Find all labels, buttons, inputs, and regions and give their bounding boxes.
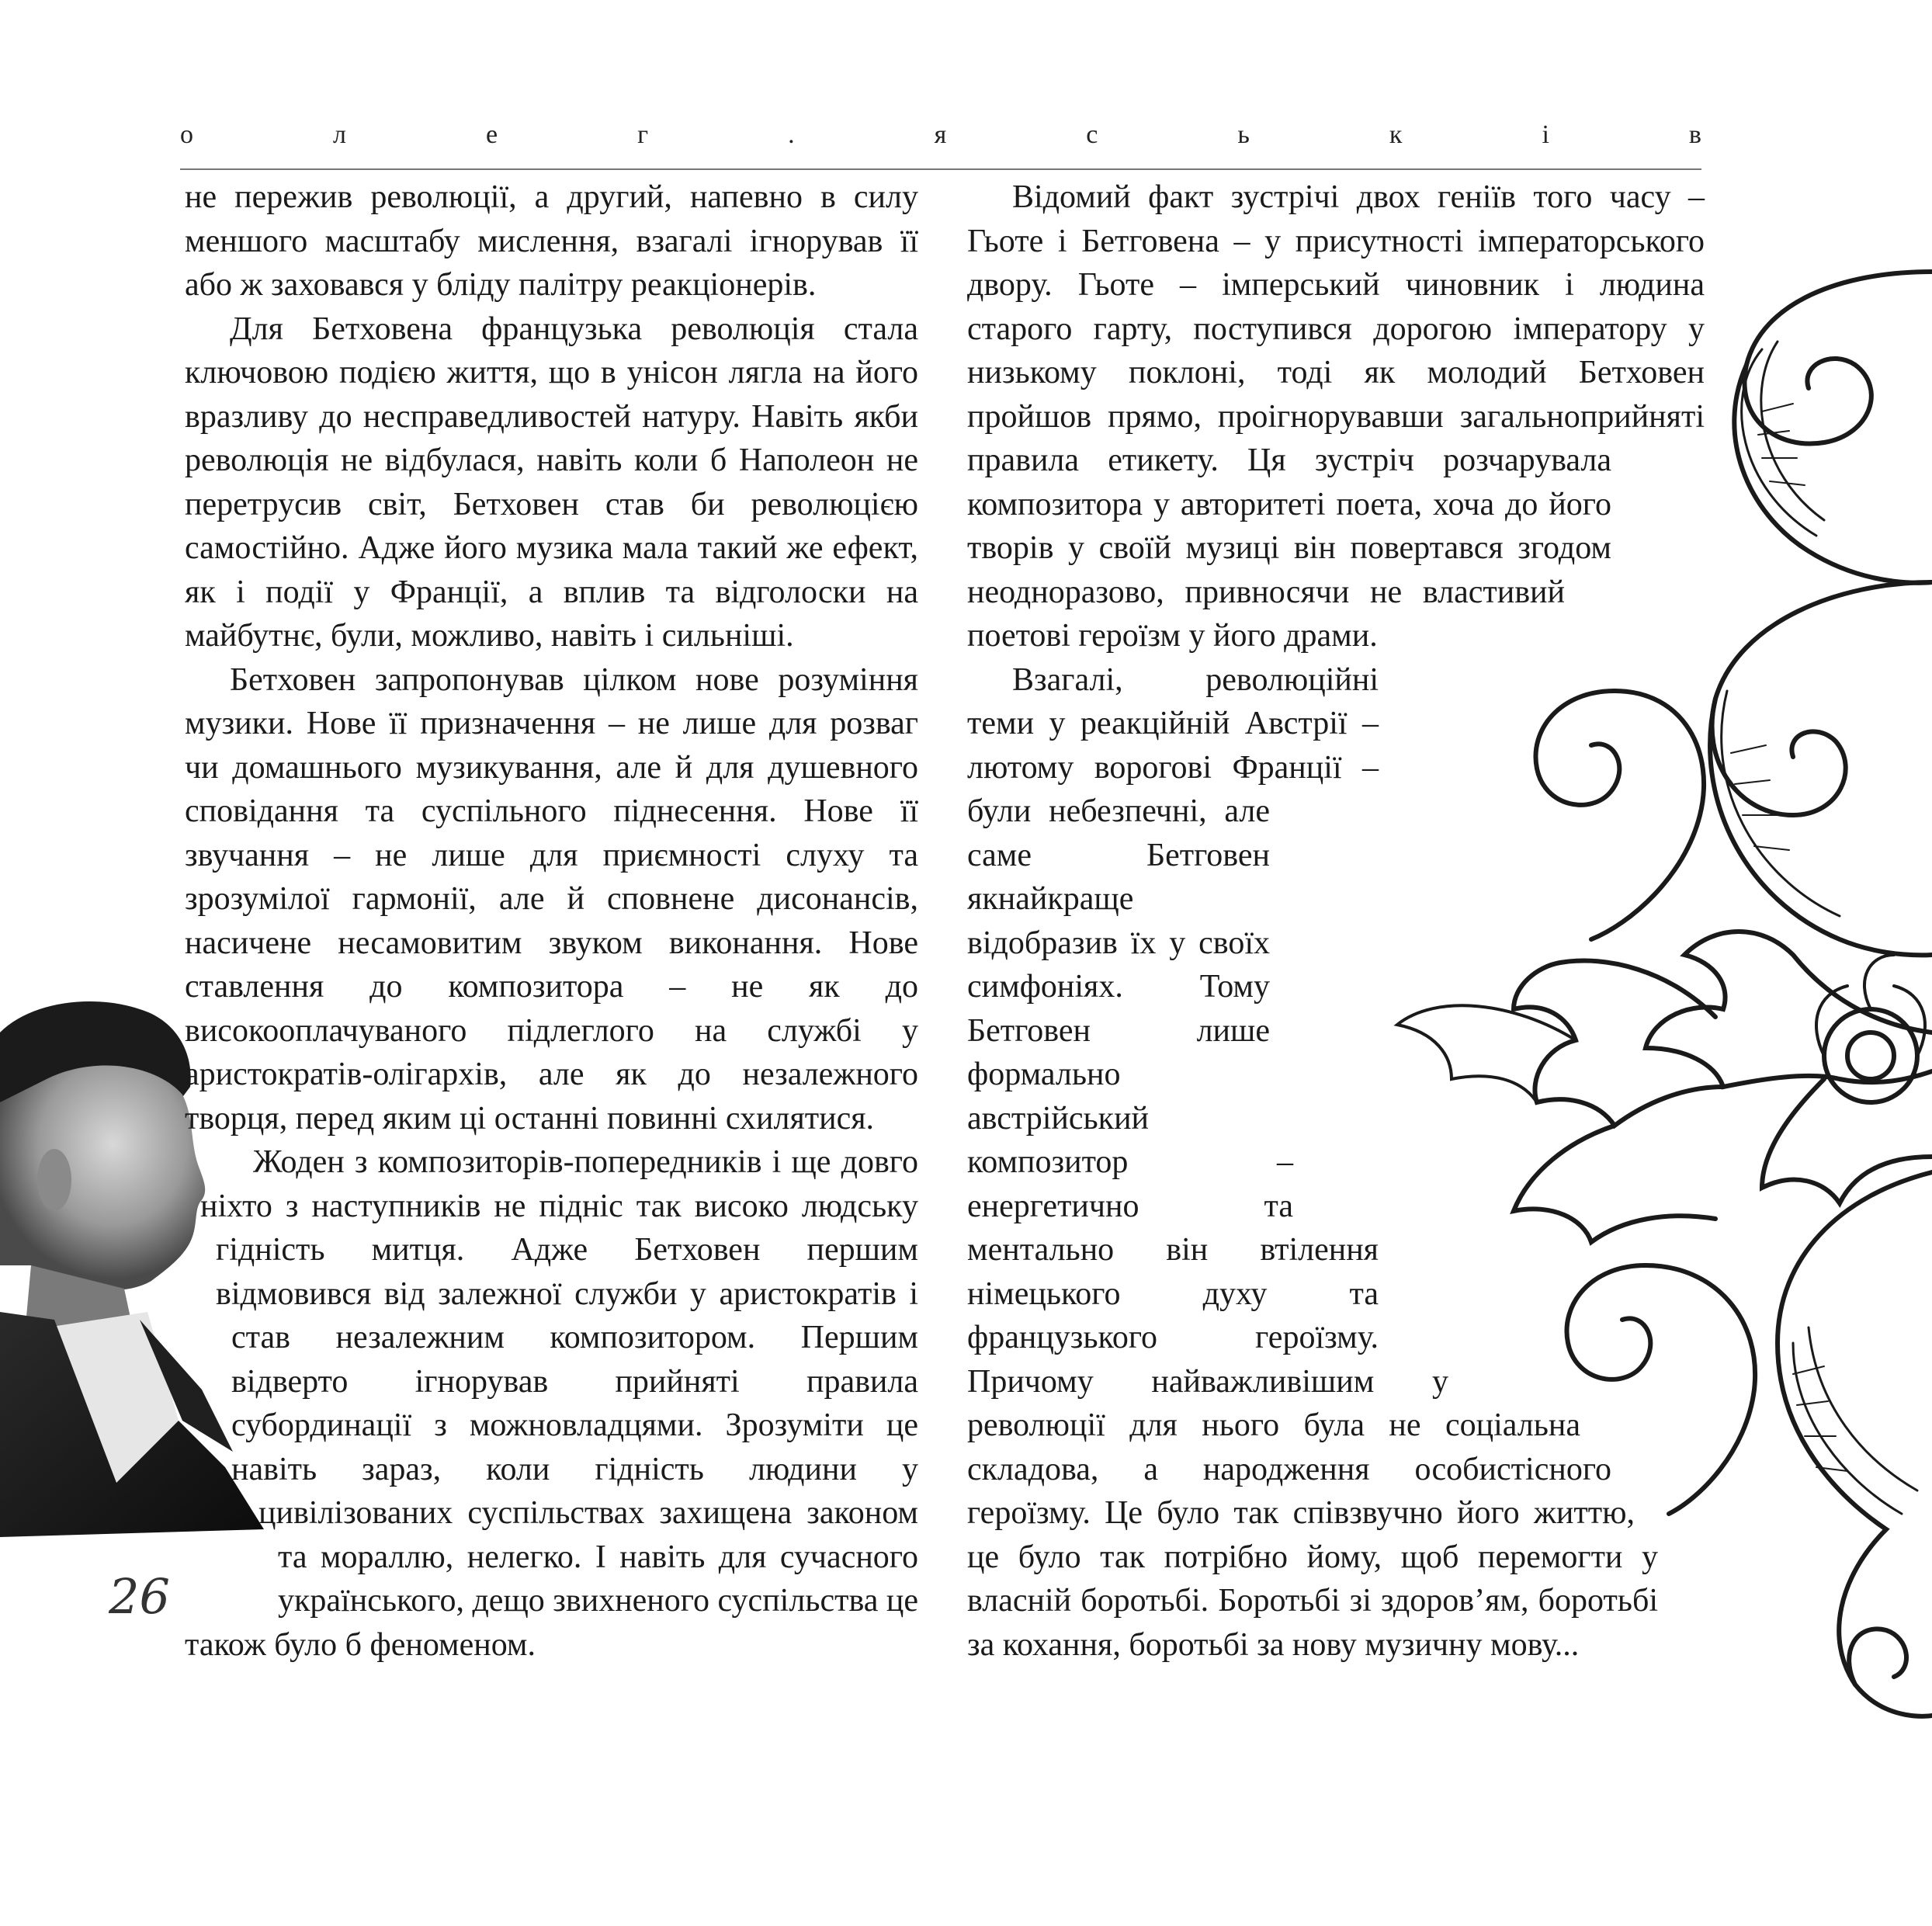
- paragraph: Для Бетховена французька революція стала ключовою подією життя, що в унісон лягла на його вразливу до несправедливостей натуру. Навіть якби революція не відбулася, навіть коли б Наполеон не перетрусив світ, Бетховен став би революцією самостійно. Адже його музика мала такий же ефект, як і події у Франції, а вплив та відголоски на майбутнє, були, можливо, навіть і сильніші.: [185, 311, 918, 654]
- running-head-letter: в: [1688, 120, 1701, 149]
- running-head-letter: г: [637, 120, 649, 149]
- running-head-letter: .: [788, 120, 795, 149]
- paragraph: не пережив революції, а другий, напевно в силу меншого масштабу мислення, взагалі ігнорував її або ж заховався у бліду палітру реакціонерів.: [185, 179, 918, 303]
- running-head-letter: л: [333, 120, 346, 149]
- running-head: [180, 120, 1701, 167]
- page-number: 26: [109, 1568, 170, 1625]
- running-head-letter: ь: [1237, 120, 1250, 149]
- running-head-letter: і: [1542, 120, 1549, 149]
- running-head-letter: к: [1389, 120, 1403, 149]
- paragraph: Відомий факт зустрічі двох геніїв того часу – Гьоте і Бетговена – у присутності імператорського двору. Гьоте – імперський чиновник і людина старого гарту, поступився дорогою імператору у низькому поклоні, тоді як молодий Бетховен пройшов прямо, проігнорувавши загальноприйняті правила етикету. Ця зустріч розчарувала композитора у авторитеті поета, хоча до його творів у своїй музиці він повертався згодом неодноразово, привносячи не властивий поетові героїзм у його драми.: [967, 179, 1705, 654]
- running-head-letter: я: [934, 120, 947, 149]
- paragraph: Бетховен запропонував цілком нове розуміння музики. Нове її призначення – не лише для розваг чи домашнього музикування, але й для душевного сповідання та суспільного піднесення. Нове її звучання – не лише для приємності слуху та зрозумілої гармонії, але й сповнене дисонансів, насичене несамовитим звуком виконання. Нове ставлення до композитора – не як до високооплачуваного підлеглого на службі у аристократів-олігархів, але як до незалежного творця, перед яким ці останні повинні схилятися.: [185, 661, 918, 1137]
- left-text-column: [185, 175, 918, 1667]
- running-head-letters: [180, 120, 1701, 150]
- paragraph: Жоден з композиторів-попередників і ще довго ніхто з наступників не підніс так високо людську гідність митця. Адже Бетховен першим відмовився від залежної служби у аристократів і став незалежним композитором. Першим відверто ігнорував прийняті правила субординації з можновладцями. Зрозуміти це навіть зараз, коли гідність людини у цивілізованих суспільствах захищена законом та мораллю, нелегко. І навіть для сучасного українського, дещо звихненого суспільства це також було б феноменом.: [185, 1144, 918, 1663]
- right-text-column: [967, 175, 1705, 1708]
- running-head-letter: е: [486, 120, 498, 149]
- running-head-letter: о: [180, 120, 193, 149]
- running-head-letter: с: [1086, 120, 1098, 149]
- paragraph: Взагалі, революційні теми у реакційній Австрії – лютому ворогові Франції – були небезпечні, але саме Бетговен якнайкраще відобразив їх у своїх симфоніях. Тому Бетговен лише формально австрійський композитор – енергетично та ментально він втілення німецького духу та французького героїзму. Причому найважливішим у революції для нього була не соціальна складова, а народження особистісного героїзму. Це було так співзвучно його життю, це було так потрібно йому, щоб перемогти у власній боротьбі. Боротьбі зі здоров’ям, боротьбі за кохання, боротьбі за нову музичну мову...: [967, 661, 1658, 1663]
- running-head-rule: [180, 168, 1701, 170]
